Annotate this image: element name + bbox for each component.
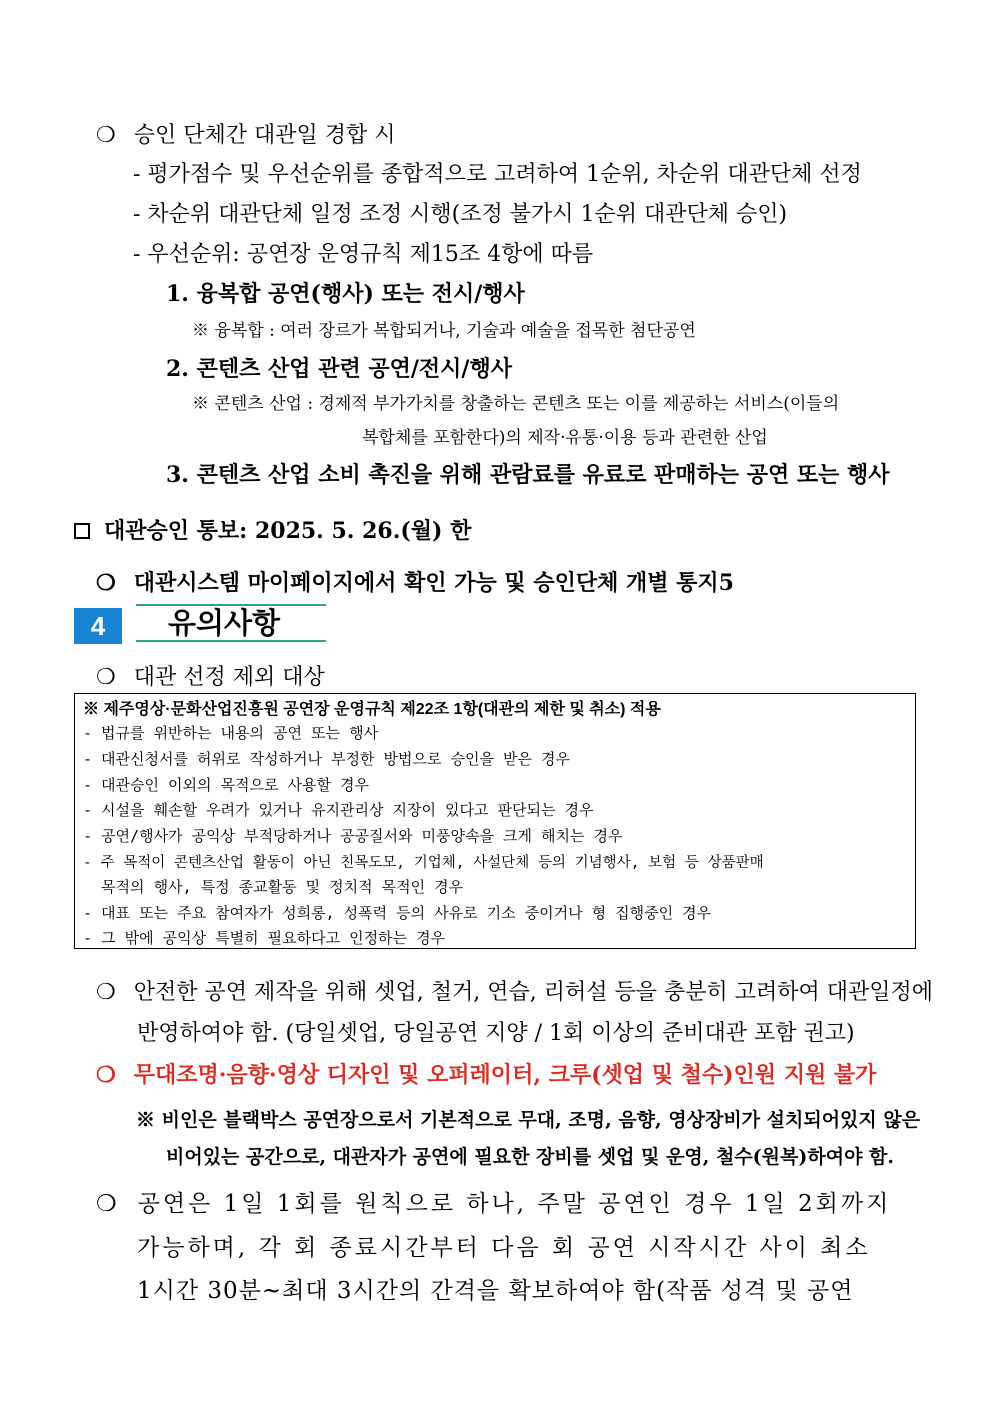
box-row: - 공연/행사가 공익상 부적당하거나 공공질서와 미풍양속을 크게 해치는 경우 [83,827,623,845]
safety-line-2: 반영하여야 함. (당일셋업, 당일공연 지양 / 1회 이상의 준비대관 포함 권고) [137,1021,855,1046]
notice-text: ❍ 대관시스템 마이페이지에서 확인 가능 및 승인단체 개별 통지5 [96,570,734,596]
box-row: - 시설을 훼손할 우려가 있거나 유지관리상 지장이 있다고 판단되는 경우 [83,801,594,819]
exclusion-box [74,693,916,949]
notice-heading: 대관승인 통보: 2025. 5. 26.(월) 한 [74,514,471,545]
conflict-heading: ❍ 승인 단체간 대관일 경합 시 [96,123,396,148]
circle-bullet-icon: ❍ [96,1191,120,1217]
crew-note-1: ※ 비인은 블랙박스 공연장으로서 기본적으로 무대, 조명, 음향, 영상장비가 설치되어있지 않은 [136,1109,921,1131]
conflict-item-1: - 평가점수 및 우선순위를 종합적으로 고려하여 1순위, 차순위 대관단체 선정 [133,162,862,187]
priority-2-note-cont: 복합체를 포함한다)의 제작·유통·이용 등과 관련한 산업 [362,428,768,448]
circle-bullet-icon: ❍ [96,980,116,1005]
crew-support-warning: ❍ 무대조명·음향·영상 디자인 및 오퍼레이터, 크루(셋업 및 철수)인원 지원 불가 [96,1062,877,1088]
box-row: - 그 밖에 공익상 특별히 필요하다고 인정하는 경우 [83,929,446,947]
priority-2-note: ※ 콘텐츠 산업 : 경제적 부가가치를 창출하는 콘텐츠 또는 이를 제공하는 서비스(이들의 [192,394,840,414]
circle-bullet-icon: ❍ [96,570,116,596]
circle-bullet-icon: ❍ [96,665,116,690]
box-row: - 법규를 위반하는 내용의 공연 또는 행사 [83,724,379,742]
circle-bullet-icon: ❍ [96,1062,116,1088]
box-row: - 주 목적이 콘텐츠산업 활동이 아닌 친목도모, 기업체, 사설단체 등의 기념행사, 보험 등 상품판매 [83,855,764,871]
conflict-item-2: - 차순위 대관단체 일정 조정 시행(조정 불가시 1순위 대관단체 승인) [133,202,788,227]
priority-2-title: 2. 콘텐츠 산업 관련 공연/전시/행사 [166,356,512,382]
perf-line-1: ❍ 공연은 1일 1회를 원칙으로 하나, 주말 공연인 경우 1일 2회까지 [96,1191,892,1217]
safety-line-1: ❍ 안전한 공연 제작을 위해 셋업, 철거, 연습, 리허설 등을 충분히 고려하여 대관일정에 [96,980,933,1005]
box-rule-reference: ※ 제주영상·문화산업진흥원 공연장 운영규칙 제22조 1항(대관의 제한 및 취소) 적용 [83,701,661,718]
perf-line-3: 1시간 30분~최대 3시간의 간격을 확보하여야 함(작품 성격 및 공연 [137,1278,854,1304]
priority-1-title: 1. 융복합 공연(행사) 또는 전시/행사 [166,281,525,307]
box-row: - 대관신청서를 허위로 작성하거나 부정한 방법으로 승인을 받은 경우 [83,750,570,768]
box-row: - 대관승인 이외의 목적으로 사용할 경우 [83,776,370,794]
section-title: 유의사항 [136,604,326,642]
perf-line-2: 가능하며, 각 회 종료시간부터 다음 회 공연 시작시간 사이 최소 [137,1235,871,1261]
section-number: 4 [74,608,122,644]
square-bullet-icon [74,523,90,539]
priority-3-title: 3. 콘텐츠 산업 소비 촉진을 위해 관람료를 유료로 판매하는 공연 또는 행사 [166,462,890,488]
box-row: - 대표 또는 주요 참여자가 성희롱, 성폭력 등의 사유로 기소 중이거나 형 집행중인 경우 [83,904,712,922]
box-row: 목적의 행사, 특정 종교활동 및 정치적 목적인 경우 [83,878,464,896]
crew-note-2: 비어있는 공간으로, 대관자가 공연에 필요한 장비를 셋업 및 운영, 철수(원복)하여야 함. [166,1146,895,1168]
circle-bullet-icon: ❍ [96,123,116,148]
conflict-item-3: - 우선순위: 공연장 운영규칙 제15조 4항에 따름 [133,242,594,267]
exclusion-heading: ❍ 대관 선정 제외 대상 [96,665,325,690]
priority-1-note: ※ 융복합 : 여러 장르가 복합되거나, 기술과 예술을 접목한 첨단공연 [192,321,696,341]
